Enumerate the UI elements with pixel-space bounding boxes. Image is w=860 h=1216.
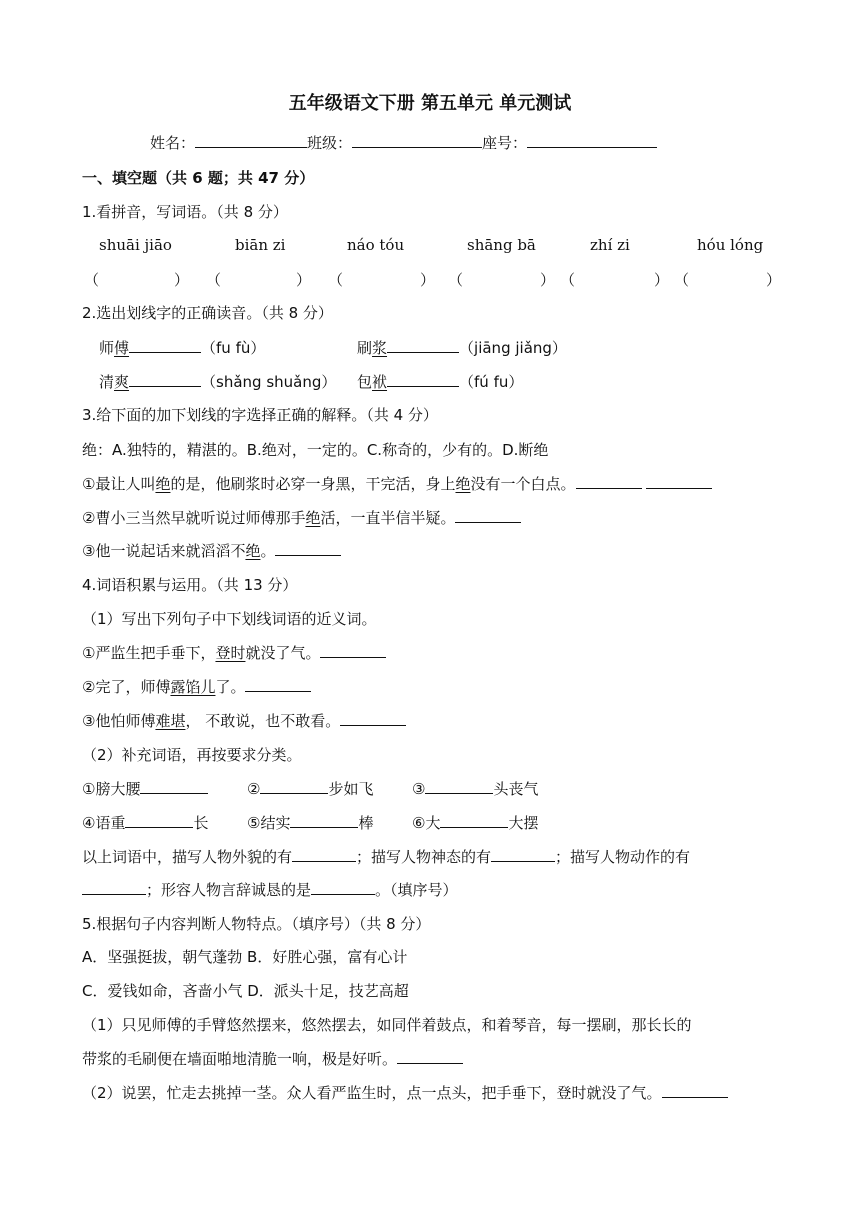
sentence-text: 没有一个白点。 [470, 475, 576, 493]
q4-part-1: （1）写出下列句子中下划线词语的近义词。 [82, 610, 377, 628]
answer-blank[interactable] [275, 541, 341, 556]
answer-blank[interactable] [491, 847, 555, 862]
q4-sentence-1 [82, 643, 386, 663]
underlined-word: 难堪 [155, 712, 186, 730]
classify-text: 以上词语中，描写人物外貌的有 [82, 848, 293, 866]
sentence-text: 带浆的毛刷便在墙面啪地清脆一响，极是好听。 [82, 1050, 398, 1068]
paren-close: ） [296, 271, 312, 289]
idiom-text: ② [247, 780, 261, 798]
classify-text: ；形容人物言辞诚恳的是 [146, 881, 312, 899]
q4-title: 4.词语积累与运用。（共 13 分） [82, 576, 298, 594]
answer-blank[interactable] [455, 508, 521, 523]
idiom-text: ④语重 [82, 814, 126, 832]
underlined-char: 绝 [245, 542, 261, 560]
answer-blank[interactable] [340, 711, 406, 726]
q2-item-3 [99, 372, 336, 392]
q4-idiom-6 [412, 813, 538, 833]
q4-part-2: （2）补充词语，再按要求分类。 [82, 746, 302, 764]
paren-close: ） [654, 271, 670, 289]
idiom-text: ⑤结实 [247, 814, 291, 832]
sentence-text: 的是，他刷浆时必穿一身黑，干完活，身上 [170, 475, 456, 493]
q5-title: 5.根据句子内容判断人物特点。（填序号）（共 8 分） [82, 915, 431, 933]
underlined-word: 露馅儿 [170, 678, 216, 696]
idiom-text: 头丧气 [493, 780, 539, 798]
sentence-text: ①严监生把手垂下， [82, 644, 216, 662]
answer-blank[interactable] [397, 1049, 463, 1064]
sentence-text: ①最让人叫 [82, 475, 156, 493]
paren-open: （ [448, 271, 464, 289]
q4-classify-line-1 [82, 847, 690, 867]
idiom-text: 长 [193, 814, 209, 832]
sentence-text: 。 [260, 542, 276, 560]
q2-char: 清 [99, 373, 115, 391]
q5-options-cd: C．爱钱如命，吝啬小气 D．派头十足，技艺高超 [82, 982, 409, 1000]
q5-sentence-2 [82, 1083, 728, 1103]
page-title: 五年级语文下册 第五单元 单元测试 [288, 93, 572, 114]
pinyin-1: shuāi jiāo [99, 236, 172, 254]
answer-blank[interactable] [576, 474, 642, 489]
paren-open: （ [560, 271, 576, 289]
pinyin-5: zhí zi [590, 236, 630, 254]
q3-sentence-3 [82, 541, 341, 561]
answer-blank[interactable] [311, 880, 375, 895]
q4-sentence-3 [82, 711, 406, 731]
q2-char: 师 [99, 339, 115, 357]
idiom-text: ①膀大腰 [82, 780, 141, 798]
idiom-text: ③ [412, 780, 426, 798]
classify-text: ；描写人物神态的有 [356, 848, 492, 866]
sentence-text: 活，一直半信半疑。 [320, 509, 456, 527]
q3-sentence-1 [82, 474, 712, 494]
underlined-word: 登时 [215, 644, 246, 662]
paren-close: ） [540, 271, 556, 289]
paren-open: （ [674, 271, 690, 289]
pinyin-6: hóu lóng [697, 236, 764, 254]
answer-blank[interactable] [387, 338, 459, 353]
classify-text: ；描写人物动作的有 [555, 848, 691, 866]
q5-options-ab: A．坚强挺拔，朝气蓬勃 B．好胜心强，富有心计 [82, 948, 408, 966]
q3-sentence-2 [82, 508, 521, 528]
q2-char: 刷 [357, 339, 373, 357]
classify-text: 。（填序号） [375, 881, 458, 899]
name-label: 姓名： [150, 134, 196, 152]
answer-blank[interactable] [290, 813, 358, 828]
q4-idiom-2 [247, 779, 373, 799]
answer-blank[interactable] [82, 880, 146, 895]
q5-sentence-1b [82, 1049, 463, 1069]
sentence-text: 了。 [215, 678, 246, 696]
class-field[interactable] [352, 133, 482, 148]
q2-options: （shǎng shuǎng） [201, 373, 337, 391]
idiom-text: 步如飞 [328, 780, 374, 798]
q2-options: （jiāng jiǎng） [459, 339, 567, 357]
q2-options: （fu fù） [201, 339, 266, 357]
q4-classify-line-2 [82, 880, 458, 900]
answer-blank[interactable] [440, 813, 508, 828]
answer-blank[interactable] [425, 779, 493, 794]
sentence-text: ③他一说起话来就滔滔不 [82, 542, 246, 560]
paren-open: （ [328, 271, 344, 289]
q2-title: 2.选出划线字的正确读音。（共 8 分） [82, 304, 333, 322]
paren-open: （ [206, 271, 222, 289]
q2-options: （fú fu） [459, 373, 524, 391]
answer-blank[interactable] [140, 779, 208, 794]
paren-close: ） [420, 271, 436, 289]
name-field[interactable] [195, 133, 307, 148]
q5-sentence-1a: （1）只见师傅的手臂悠然摆来，悠然摆去，如同伴着鼓点，和着琴音，每一摆刷，那长长的 [82, 1016, 692, 1034]
pinyin-2: biān zi [235, 236, 286, 254]
answer-blank[interactable] [129, 338, 201, 353]
paren-close: ） [174, 271, 190, 289]
idiom-text: ⑥大 [412, 814, 441, 832]
section-heading: 一、填空题（共 6 题；共 47 分） [82, 169, 315, 187]
q4-idiom-4 [82, 813, 208, 833]
underlined-char: 绝 [455, 475, 471, 493]
answer-blank[interactable] [646, 474, 712, 489]
q2-underlined-char: 傅 [114, 339, 130, 357]
idiom-text: 大摆 [508, 814, 539, 832]
class-label: 班级： [307, 134, 353, 152]
q3-definitions: 绝：A.独特的，精湛的。B.绝对，一定的。C.称奇的，少有的。D.断绝 [82, 441, 549, 459]
q1-title: 1.看拼音，写词语。（共 8 分） [82, 203, 288, 221]
answer-blank[interactable] [662, 1083, 728, 1098]
seat-field[interactable] [527, 133, 657, 148]
sentence-text: ②曹小三当然早就听说过师傅那手 [82, 509, 306, 527]
q2-underlined-char: 爽 [114, 373, 130, 391]
q4-idiom-5 [247, 813, 373, 833]
pinyin-3: náo tóu [347, 236, 405, 254]
q2-char: 包 [357, 373, 373, 391]
q4-idiom-1 [82, 779, 208, 799]
q3-title: 3.给下面的加下划线的字选择正确的解释。（共 4 分） [82, 406, 438, 424]
answer-blank[interactable] [260, 779, 328, 794]
pinyin-4: shāng bā [467, 236, 536, 254]
q2-item-2 [357, 338, 567, 358]
underlined-char: 绝 [305, 509, 321, 527]
sentence-text: 就没了气。 [245, 644, 321, 662]
underlined-char: 绝 [155, 475, 171, 493]
answer-blank[interactable] [387, 372, 459, 387]
answer-blank[interactable] [320, 643, 386, 658]
sentence-text: ， 不敢说，也不敢看。 [185, 712, 341, 730]
paren-open: （ [84, 271, 100, 289]
q2-item-4 [357, 372, 523, 392]
sentence-text: ③他怕师傅 [82, 712, 156, 730]
answer-blank[interactable] [125, 813, 193, 828]
sentence-text: （2）说罢，忙走去挑掉一茎。众人看严监生时，点一点头，把手垂下，登时就没了气。 [82, 1084, 662, 1102]
q4-sentence-2 [82, 677, 311, 697]
answer-blank[interactable] [129, 372, 201, 387]
idiom-text: 棒 [358, 814, 374, 832]
q2-underlined-char: 袱 [372, 373, 388, 391]
answer-blank[interactable] [292, 847, 356, 862]
q4-idiom-3 [412, 779, 538, 799]
q2-item-1 [99, 338, 265, 358]
paren-close: ） [766, 271, 782, 289]
q2-underlined-char: 浆 [372, 339, 388, 357]
student-info-row [150, 133, 657, 153]
sentence-text: ②完了，师傅 [82, 678, 171, 696]
seat-label: 座号： [482, 134, 528, 152]
answer-blank[interactable] [245, 677, 311, 692]
